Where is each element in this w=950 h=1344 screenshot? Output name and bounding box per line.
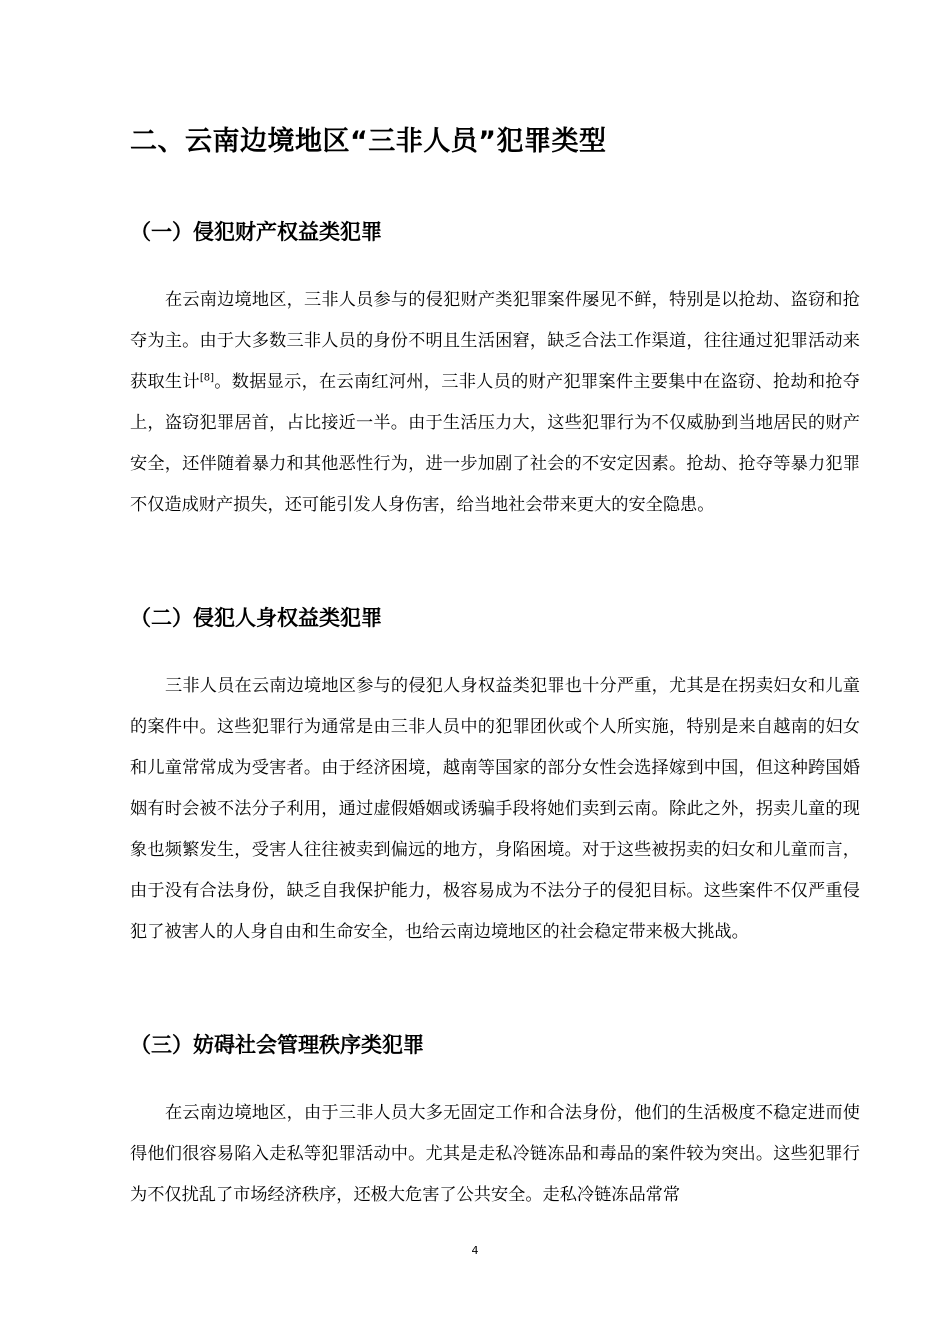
section-paragraph-3: 在云南边境地区，由于三非人员大多无固定工作和合法身份，他们的生活极度不稳定进而使得他们很容易陷入走私等犯罪活动中。尤其是走私冷链冻品和毒品的案件较为突出。这些犯罪行为不仅扰乱了市场经济秩序，还极大危害了公共安全。走私冷链冻品常常 (130, 1103, 860, 1205)
section-paragraph-1 (130, 280, 860, 526)
paragraph-text: 在云南边境地区，三非人员参与的侵犯财产类犯罪案件屡见不鲜，特别是以抢劫、盗窃和抢夺为主。由于大多数三非人员的身份不明且生活困窘，缺乏合法工作渠道，往往通过犯罪活动来获取生计 (130, 290, 860, 392)
citation-reference: [8] (199, 372, 215, 384)
section-paragraph-2: 三非人员在云南边境地区参与的侵犯人身权益类犯罪也十分严重，尤其是在拐卖妇女和儿童的案件中。这些犯罪行为通常是由三非人员中的犯罪团伙或个人所实施，特别是来自越南的妇女和儿童常常成为受害者。由于经济困境，越南等国家的部分女性会选择嫁到中国，但这种跨国婚姻有时会被不法分子利用，通过虚假婚姻或诱骗手段将她们卖到云南。除此之外，拐卖儿童的现象也频繁发生，受害人往往被卖到偏远的地方，身陷困境。对于这些被拐卖的妇女和儿童而言，由于没有合法身份，缺乏自我保护能力，极容易成为不法分子的侵犯目标。这些案件不仅严重侵犯了被害人的人身自由和生命安全，也给云南边境地区的社会稳定带来极大挑战。 (130, 676, 860, 942)
page-number: 4 (471, 1244, 479, 1257)
section-heading-2: （二）侵犯人身权益类犯罪 (130, 606, 382, 630)
section-heading-1: （一）侵犯财产权益类犯罪 (130, 220, 382, 244)
chapter-title: 二、云南边境地区“三非人员”犯罪类型 (130, 126, 607, 157)
section-heading-3: （三）妨碍社会管理秩序类犯罪 (130, 1033, 424, 1057)
paragraph-text: 。数据显示，在云南红河州，三非人员的财产犯罪案件主要集中在盗窃、抢劫和抢夺上，盗窃犯罪居首，占比接近一半。由于生活压力大，这些犯罪行为不仅威胁到当地居民的财产安全，还伴随着暴力和其他恶性行为，进一步加剧了社会的不安定因素。抢劫、抢夺等暴力犯罪不仅造成财产损失，还可能引发人身伤害，给当地社会带来更大的安全隐患。 (130, 372, 860, 515)
